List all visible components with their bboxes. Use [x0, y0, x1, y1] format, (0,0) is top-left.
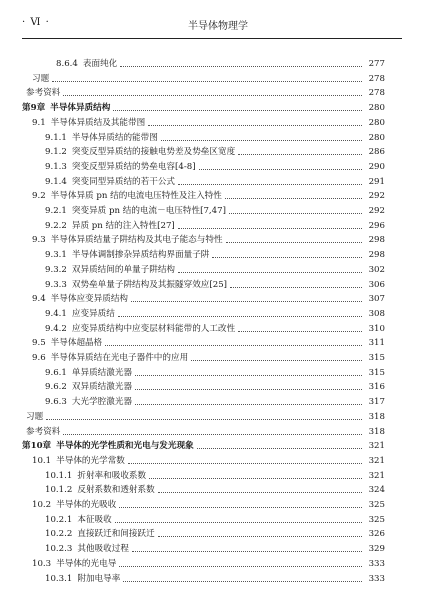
toc-entry-page-number: 302	[368, 264, 385, 275]
dot-leader	[158, 536, 362, 537]
toc-entry-title: 半导体调制掺杂异质结构界面量子阱	[71, 250, 210, 261]
dot-leader	[120, 66, 362, 67]
toc-entry-title: 双异质结间的单量子阱结构	[71, 264, 176, 275]
toc-entry	[0, 218, 425, 232]
toc-entry-number: 9.2.2	[45, 220, 67, 231]
toc-entry-title: 应变异质结	[71, 308, 115, 319]
toc-entry-title: 参考资料	[26, 88, 61, 99]
toc-entry-title: 反射系数和透射系数	[77, 485, 155, 496]
toc-entry-page-number: 310	[368, 323, 385, 334]
dot-leader	[105, 345, 362, 346]
toc-entry	[0, 571, 425, 585]
dot-leader	[178, 272, 362, 273]
toc-entry-page-number: 296	[368, 220, 385, 231]
toc-entry-number: 10.2.2	[45, 529, 73, 540]
toc-entry-page-number: 326	[368, 529, 385, 540]
toc-entry-title: 半导体的光吸收	[56, 500, 117, 510]
dot-leader	[63, 95, 362, 96]
toc-entry-page-number: 333	[368, 573, 385, 584]
toc-entry-number: 9.6.2	[45, 382, 67, 393]
page-number-roman: · Ⅵ ·	[22, 17, 50, 28]
dot-leader	[148, 125, 362, 126]
toc-entry-title: 表面纯化	[82, 59, 118, 69]
toc-entry	[0, 394, 425, 408]
dot-leader	[158, 492, 362, 493]
toc-entry	[0, 335, 425, 349]
toc-entry-number: 10.3	[32, 558, 52, 569]
toc-entry-title: 半导体异质结在光电子器件中的应用	[50, 353, 189, 363]
toc-entry-number: 9.4.1	[45, 308, 67, 319]
dot-leader	[225, 198, 362, 199]
dot-leader	[197, 448, 362, 449]
toc-entry-page-number: 278	[368, 73, 385, 84]
dot-leader	[113, 110, 362, 111]
toc-entry-number: 10.1.1	[45, 470, 73, 481]
toc-entry-title: 半导体的光学性质和光电与发光现象	[56, 441, 194, 452]
toc-entry-number: 9.5	[32, 338, 46, 349]
toc-entry-title: 大光学腔激光器	[71, 397, 133, 408]
dot-leader	[212, 257, 362, 258]
toc-entry	[0, 232, 425, 246]
toc-entry-page-number: 315	[368, 367, 385, 378]
toc-entry-page-number: 292	[368, 191, 385, 202]
toc-entry-title: 习题	[32, 73, 50, 84]
toc-entry-title: 习题	[26, 411, 44, 422]
page-header	[0, 0, 425, 46]
dot-leader	[161, 140, 362, 141]
toc-entry-title: 半导体的光学常数	[56, 455, 125, 466]
toc-entry-title: 附加电导率	[77, 573, 121, 584]
toc-entry	[0, 262, 425, 276]
toc-entry	[0, 291, 425, 305]
toc-entry-number: 9.2	[32, 191, 46, 202]
dot-leader	[178, 228, 362, 229]
toc-entry	[0, 85, 425, 99]
toc-entry-page-number: 292	[368, 206, 385, 216]
toc-entry	[0, 497, 425, 511]
toc-entry	[0, 115, 425, 129]
toc-entry	[0, 512, 425, 526]
toc-entry-page-number: 321	[368, 441, 385, 452]
toc-entry	[0, 174, 425, 188]
dot-leader	[238, 154, 362, 155]
toc-entry-number: 10.2.3	[45, 544, 73, 555]
toc-entry	[0, 482, 425, 496]
toc-entry	[0, 306, 425, 320]
dot-leader	[118, 316, 362, 317]
toc-entry-page-number: 318	[368, 411, 385, 422]
toc-entry-page-number: 307	[368, 294, 385, 305]
toc-entry-page-number: 321	[368, 455, 385, 466]
toc-entry-page-number: 325	[368, 514, 385, 525]
toc-entry-page-number: 280	[368, 117, 385, 128]
toc-entry-page-number: 306	[368, 279, 385, 290]
toc-entry-number: 9.6	[32, 353, 46, 363]
toc-entry-number: 10.1	[32, 455, 52, 466]
toc-entry-page-number: 321	[368, 470, 385, 481]
toc-entry-number: 第10章	[22, 441, 52, 452]
toc-entry-number: 9.2.1	[45, 206, 67, 216]
toc-entry-page-number: 317	[368, 397, 385, 408]
toc-entry-page-number: 280	[368, 103, 385, 114]
toc-entry-page-number: 291	[368, 176, 385, 187]
toc-entry-title: 半导体异质结及其能带图	[50, 117, 146, 128]
toc-entry-page-number: 333	[368, 558, 385, 569]
toc-entry-number: 9.4	[32, 294, 46, 305]
toc-entry-title: 其他吸收过程	[77, 544, 129, 555]
dot-leader	[46, 419, 362, 420]
toc-entry	[0, 350, 425, 364]
running-title: 半导体物理学	[188, 21, 248, 32]
dot-leader	[119, 507, 362, 508]
toc-chapter-entry	[0, 100, 425, 114]
toc-entry	[0, 277, 425, 291]
toc-entry-title: 半导体超晶格	[50, 338, 103, 349]
dot-leader	[199, 169, 362, 170]
toc-entry-page-number: 308	[368, 308, 385, 319]
toc-entry-title: 单异质结激光器	[71, 367, 133, 378]
table-of-contents	[0, 56, 425, 596]
toc-entry	[0, 144, 425, 158]
toc-entry	[0, 424, 425, 438]
dot-leader	[123, 581, 362, 582]
toc-entry-page-number: 318	[368, 426, 385, 437]
toc-entry-page-number: 298	[368, 235, 385, 246]
toc-entry-title: 异质 pn 结的注入特性[27]	[71, 220, 175, 231]
dot-leader	[135, 389, 362, 390]
dot-leader	[132, 551, 362, 552]
toc-entry	[0, 409, 425, 423]
toc-entry-number: 9.6.3	[45, 397, 67, 408]
dot-leader	[229, 213, 362, 214]
toc-entry-title: 半导体异质结的能带图	[71, 132, 158, 143]
dot-leader	[131, 301, 362, 302]
toc-entry-title: 参考资料	[26, 426, 61, 437]
toc-entry-number: 9.3.2	[45, 264, 67, 275]
toc-entry	[0, 379, 425, 393]
toc-entry-title: 应变异质结构中应变层材料能带的人工改性	[71, 323, 236, 334]
toc-entry	[0, 159, 425, 173]
toc-entry-page-number: 298	[368, 250, 385, 261]
dot-leader	[238, 331, 362, 332]
dot-leader	[128, 463, 362, 464]
toc-entry-page-number: 315	[368, 353, 385, 363]
toc-entry-title: 半导体异质 pn 结的电流电压特性及注入特性	[50, 191, 222, 202]
toc-entry-number: 9.1	[32, 117, 46, 128]
toc-entry	[0, 71, 425, 85]
toc-entry	[0, 56, 425, 70]
toc-chapter-entry	[0, 438, 425, 452]
toc-entry-title: 突变同型异质结的若干公式	[71, 176, 176, 187]
toc-entry-title: 双势垒单量子阱结构及其振隧穿效应[25]	[71, 279, 228, 290]
toc-entry-title: 半导体的光电导	[56, 558, 117, 569]
toc-entry-page-number: 311	[368, 338, 385, 349]
toc-entry-number: 9.3.1	[45, 250, 67, 261]
dot-leader	[149, 478, 362, 479]
toc-entry	[0, 365, 425, 379]
toc-entry-number: 10.2.1	[45, 514, 73, 525]
toc-entry-number: 9.3.3	[45, 279, 67, 290]
dot-leader	[63, 434, 362, 435]
toc-entry-number: 第9章	[22, 103, 46, 114]
toc-entry	[0, 247, 425, 261]
toc-entry	[0, 321, 425, 335]
toc-entry-number: 10.3.1	[45, 573, 73, 584]
toc-entry-title: 双异质结激光器	[71, 382, 133, 393]
toc-entry	[0, 526, 425, 540]
toc-entry-number: 10.2	[32, 500, 52, 510]
toc-entry-page-number: 277	[368, 59, 385, 69]
dot-leader	[230, 287, 362, 288]
toc-entry-page-number: 316	[368, 382, 385, 393]
toc-entry	[0, 541, 425, 555]
toc-entry-number: 8.6.4	[56, 59, 78, 69]
toc-entry	[0, 453, 425, 467]
toc-entry	[0, 130, 425, 144]
toc-entry-page-number: 329	[368, 544, 385, 555]
toc-entry-title: 本征吸收	[77, 514, 112, 525]
toc-entry	[0, 556, 425, 570]
toc-entry-title: 半导体异质结量子阱结构及其电子能态与特性	[50, 235, 223, 246]
dot-leader	[226, 242, 362, 243]
toc-entry	[0, 468, 425, 482]
dot-leader	[135, 375, 362, 376]
toc-entry-page-number: 280	[368, 132, 385, 143]
dot-leader	[135, 404, 362, 405]
toc-entry-page-number: 286	[368, 147, 385, 158]
toc-entry-number: 9.1.1	[45, 132, 67, 143]
toc-entry-page-number: 290	[368, 161, 385, 172]
toc-entry-number: 9.1.4	[45, 176, 67, 187]
toc-entry-page-number: 325	[368, 500, 385, 510]
toc-entry-number: 9.6.1	[45, 367, 67, 378]
toc-entry-number: 9.1.2	[45, 147, 67, 158]
toc-entry-title: 折射率和吸收系数	[77, 470, 147, 481]
toc-entry	[0, 188, 425, 202]
toc-entry-number: 9.1.3	[45, 161, 67, 172]
toc-entry-page-number: 278	[368, 88, 385, 99]
toc-entry-title: 半导体异质结构	[50, 103, 111, 114]
dot-leader	[52, 81, 362, 82]
dot-leader	[119, 566, 362, 567]
toc-entry-title: 直接跃迁和间接跃迁	[77, 529, 155, 540]
toc-entry-title: 突变异质 pn 结的电流－电压特性[7,47]	[71, 206, 226, 216]
dot-leader	[178, 184, 362, 185]
toc-entry-number: 10.1.2	[45, 485, 73, 496]
toc-entry	[0, 203, 425, 217]
toc-entry-title: 半导体应变异质结构	[50, 294, 129, 305]
toc-entry-number: 9.4.2	[45, 323, 67, 334]
toc-entry-title: 突变反型异质结的接触电势差及势垒区宽度	[71, 147, 236, 158]
toc-entry-number: 9.3	[32, 235, 46, 246]
header-rule	[22, 38, 402, 39]
toc-entry-page-number: 324	[368, 485, 385, 496]
dot-leader	[115, 522, 362, 523]
dot-leader	[191, 360, 362, 361]
toc-entry-title: 突变反型异质结的势垒电容[4-8]	[71, 161, 196, 172]
